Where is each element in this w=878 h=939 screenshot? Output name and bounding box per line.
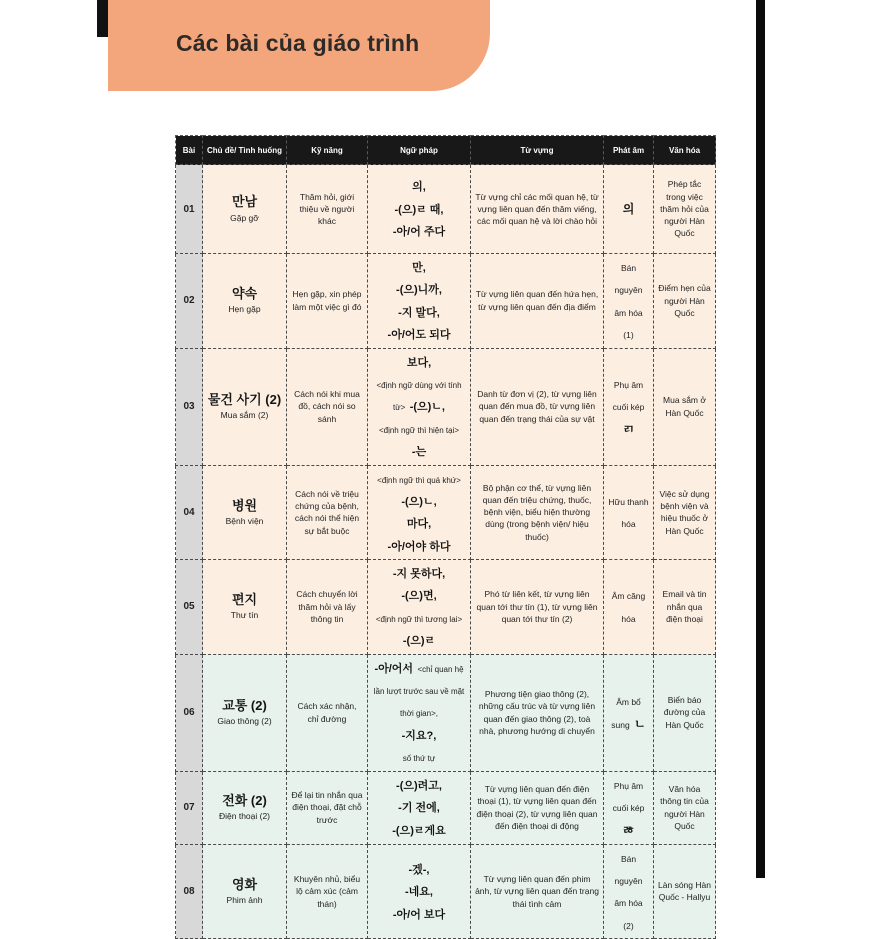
- grammar-item: -(으)ㄹ: [402, 635, 436, 648]
- column-header-culture: Văn hóa: [654, 136, 716, 165]
- column-header-vocab: Từ vựng: [471, 136, 604, 165]
- toc-table: [175, 135, 716, 939]
- topic-korean: 전화 (2): [222, 792, 267, 808]
- cell-pronunciation: [604, 771, 654, 844]
- table-row: [176, 654, 716, 771]
- grammar-item: -(으)면,: [401, 590, 437, 603]
- pronunciation-korean: ㄺ: [622, 421, 635, 436]
- grammar-item: -(으)려고,: [396, 780, 442, 792]
- cell-skills: Cách nói về triệu chứng của bệnh, cách nói thể hiện sự bắt buộc: [287, 465, 368, 560]
- cell-culture: Văn hóa thông tin của người Hàn Quốc: [654, 771, 716, 844]
- grammar-note: <chỉ quan hệ lần lượt trước sau về mặt thời gian>,: [373, 664, 465, 719]
- cell-lesson-number: 08: [176, 844, 203, 939]
- column-header-skills: Kỹ năng: [287, 136, 368, 165]
- cell-pronunciation: [604, 254, 654, 349]
- cell-grammar: [368, 348, 471, 465]
- cell-lesson-number: 06: [176, 654, 203, 771]
- cell-topic: [203, 654, 287, 771]
- topic-vietnamese: Thư tín: [230, 610, 259, 621]
- cell-vocab: Từ vựng liên quan đến hứa hẹn, từ vựng liên quan đến địa điểm: [471, 254, 604, 349]
- cell-pronunciation: [604, 560, 654, 655]
- grammar-item: -(으)니까,: [396, 284, 442, 297]
- cell-vocab: Bộ phận cơ thể, từ vựng liên quan đến triệu chứng, thuốc, bệnh viện, biểu hiện thường dùng (trong bệnh viện/ hiệu thuốc): [471, 465, 604, 560]
- topic-vietnamese: Phim ảnh: [226, 894, 263, 905]
- cell-culture: Email và tin nhắn qua điện thoại: [654, 560, 716, 655]
- grammar-item: -지요?,: [401, 729, 437, 742]
- grammar-item: -지 말다,: [398, 306, 440, 319]
- topic-korean: 병원: [231, 497, 258, 513]
- grammar-item: -(으)ㄴ,: [401, 495, 437, 508]
- pronunciation-korean: ㄴ: [634, 716, 646, 731]
- cell-grammar: [368, 844, 471, 939]
- cell-culture: Mua sắm ở Hàn Quốc: [654, 348, 716, 465]
- table-row: [176, 465, 716, 560]
- grammar-note: <định ngữ thì tương lai>: [375, 614, 463, 624]
- cell-skills: Cách xác nhận, chỉ đường: [287, 654, 368, 771]
- grammar-note: <định ngữ thì quá khứ>: [377, 475, 461, 485]
- cell-vocab: Phương tiện giao thông (2), những cấu trúc và từ vựng liên quan đến giao thông (2), toà nhà, phương hướng di chuyển: [471, 654, 604, 771]
- grammar-item: 보다,: [406, 356, 432, 369]
- cell-grammar: [368, 654, 471, 771]
- table-row: [176, 165, 716, 254]
- cell-lesson-number: 04: [176, 465, 203, 560]
- cell-pronunciation: [604, 465, 654, 560]
- page-title: Các bài của giáo trình: [176, 30, 420, 56]
- topic-vietnamese: Gặp gỡ: [230, 212, 259, 223]
- cell-pronunciation: [604, 348, 654, 465]
- cell-grammar: [368, 254, 471, 349]
- pronunciation-label: Âm căng hóa: [611, 591, 646, 624]
- cell-culture: Làn sóng Hàn Quốc - Hallyu: [654, 844, 716, 939]
- table-row: [176, 560, 716, 655]
- pronunciation-label: Phụ âm cuối kép: [612, 781, 645, 814]
- grammar-item: -는: [411, 446, 427, 459]
- grammar-item: -아/어서: [374, 662, 414, 675]
- cell-culture: Biển báo đường của Hàn Quốc: [654, 654, 716, 771]
- cell-topic: [203, 348, 287, 465]
- cell-culture: Việc sử dụng bệnh viện và hiệu thuốc ở Hàn Quốc: [654, 465, 716, 560]
- cell-grammar: [368, 165, 471, 254]
- topic-korean: 물건 사기 (2): [207, 391, 282, 407]
- cell-culture: Điểm hẹn của người Hàn Quốc: [654, 254, 716, 349]
- column-header-topic: Chủ đề/ Tình huống: [203, 136, 287, 165]
- cell-grammar: [368, 465, 471, 560]
- column-header-grammar: Ngữ pháp: [368, 136, 471, 165]
- cell-topic: [203, 560, 287, 655]
- cell-topic: [203, 771, 287, 844]
- topic-vietnamese: Bệnh viện: [225, 515, 264, 526]
- topic-vietnamese: Giao thông (2): [217, 716, 272, 727]
- topic-vietnamese: Hẹn gặp: [228, 304, 261, 315]
- grammar-item: 마다,: [406, 518, 432, 531]
- cell-skills: Thăm hỏi, giới thiệu về người khác: [287, 165, 368, 254]
- table-row: [176, 348, 716, 465]
- grammar-item: -(으)ㄴ,: [409, 401, 445, 414]
- table-row: [176, 844, 716, 939]
- cell-skills: Để lại tin nhắn qua điện thoại, đặt chỗ trước: [287, 771, 368, 844]
- grammar-item: -아/어야 하다: [387, 540, 451, 553]
- column-header-pronunciation: Phát âm: [604, 136, 654, 165]
- cell-grammar: [368, 771, 471, 844]
- grammar-item: -지 못하다,: [392, 568, 446, 581]
- pronunciation-label: Hữu thanh hóa: [608, 496, 649, 530]
- cell-vocab: Phó từ liên kết, từ vựng liên quan tới thư tín (1), từ vựng liên quan tới thư tín (2): [471, 560, 604, 655]
- topic-vietnamese: Mua sắm (2): [220, 410, 269, 421]
- cell-lesson-number: 03: [176, 348, 203, 465]
- grammar-item: 의,: [412, 181, 426, 194]
- grammar-item: -아/어 주다: [392, 226, 446, 239]
- topic-korean: 만남: [231, 194, 258, 210]
- topic-korean: 약속: [231, 286, 258, 302]
- page-edge-bar: [756, 0, 765, 878]
- cell-lesson-number: 01: [176, 165, 203, 254]
- cell-vocab: Danh từ đơn vị (2), từ vựng liên quan đến mua đồ, từ vựng liên quan đến trạng thái của sự vật: [471, 348, 604, 465]
- grammar-item: -아/어 보다: [392, 908, 446, 921]
- cell-lesson-number: 07: [176, 771, 203, 844]
- cell-topic: [203, 165, 287, 254]
- cell-topic: [203, 254, 287, 349]
- cell-skills: Hẹn gặp, xin phép làm một việc gì đó: [287, 254, 368, 349]
- toc-header-row: [176, 136, 716, 165]
- topic-korean: 교통 (2): [222, 697, 267, 713]
- cell-pronunciation: [604, 165, 654, 254]
- topic-korean: 영화: [231, 876, 258, 892]
- table-row: [176, 254, 716, 349]
- grammar-item: 만,: [412, 262, 426, 274]
- topic-korean: 편지: [231, 592, 258, 608]
- pronunciation-label: Phụ âm cuối kép: [612, 379, 645, 413]
- grammar-item: -네요,: [405, 886, 433, 899]
- cell-culture: Phép tắc trong việc thăm hỏi của người Hàn Quốc: [654, 165, 716, 254]
- cell-lesson-number: 02: [176, 254, 203, 349]
- cell-grammar: [368, 560, 471, 655]
- grammar-note: số thứ tự: [402, 754, 436, 764]
- cell-topic: [203, 465, 287, 560]
- pronunciation-label: Âm bổ sung: [611, 697, 641, 730]
- pronunciation-label: Bán nguyên âm hóa (2): [614, 853, 643, 931]
- column-header-bai: Bài: [176, 136, 203, 165]
- grammar-item: -(으)ㄹ 때,: [394, 203, 444, 216]
- cell-pronunciation: [604, 654, 654, 771]
- cell-skills: Khuyên nhủ, biểu lộ cảm xúc (cảm thán): [287, 844, 368, 939]
- grammar-item: -기 전에,: [398, 802, 440, 815]
- topic-vietnamese: Điện thoại (2): [218, 811, 271, 822]
- spine-mark: [97, 0, 108, 37]
- cell-vocab: Từ vựng chỉ các mối quan hệ, từ vựng liên quan đến thăm viếng, các mối quan hệ và lời chào hỏi: [471, 165, 604, 254]
- grammar-item: -아/어도 되다: [387, 329, 451, 342]
- cell-lesson-number: 05: [176, 560, 203, 655]
- cell-vocab: Từ vựng liên quan đến phim ảnh, từ vựng liên quan đến trạng thái tình cảm: [471, 844, 604, 939]
- grammar-note: <định ngữ thì hiện tại>: [378, 425, 460, 435]
- cell-skills: Cách nói khi mua đồ, cách nói so sánh: [287, 348, 368, 465]
- pronunciation-korean: ㅀ: [622, 822, 635, 837]
- cell-topic: [203, 844, 287, 939]
- grammar-item: -(으)ㄹ게요: [392, 824, 446, 837]
- pronunciation-korean: 의: [622, 201, 635, 216]
- pronunciation-label: Bán nguyên âm hóa (1): [614, 263, 643, 341]
- grammar-note: <định ngữ dùng với tính từ>: [376, 380, 462, 413]
- cell-vocab: Từ vựng liên quan đến điện thoại (1), từ vựng liên quan đến điện thoại (2), từ vựng liên quan đến điện thoại di động: [471, 771, 604, 844]
- table-row: [176, 771, 716, 844]
- grammar-item: -겠-,: [408, 863, 430, 876]
- cell-pronunciation: [604, 844, 654, 939]
- cell-skills: Cách chuyển lời thăm hỏi và lấy thông tin: [287, 560, 368, 655]
